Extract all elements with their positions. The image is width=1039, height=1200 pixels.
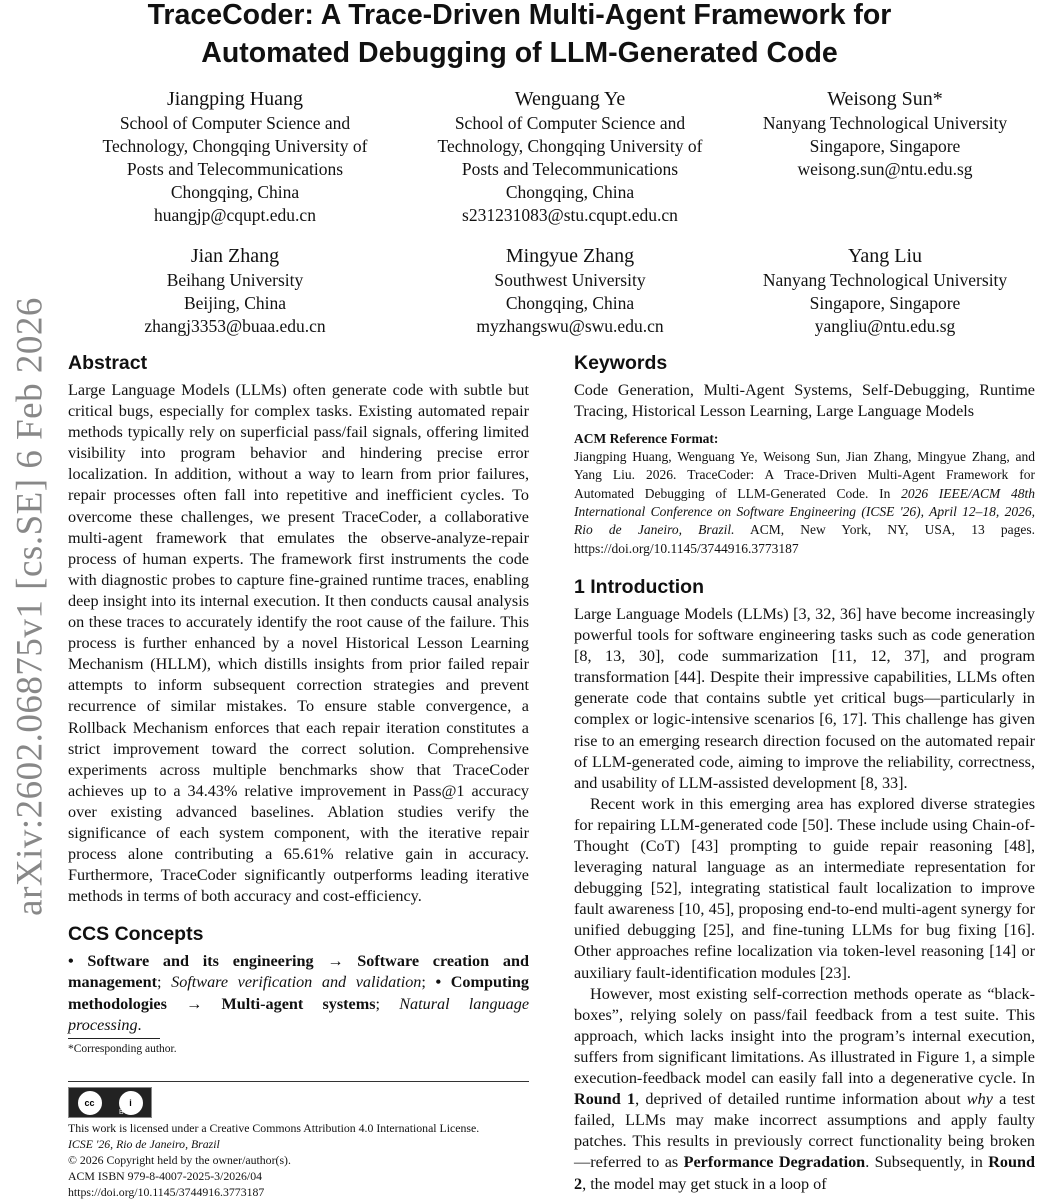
footnote: *Corresponding author. — [68, 1043, 177, 1055]
intro-paragraph — [574, 604, 1035, 794]
author-affiliation: Technology, Chongqing University of — [102, 136, 368, 156]
title-line: TraceCoder: A Trace-Driven Multi-Agent Framework for — [147, 0, 892, 31]
author-block — [410, 244, 730, 338]
text-run: , deprived of detailed runtime information about — [635, 1090, 967, 1109]
author-email: weisong.sun@ntu.edu.sg — [797, 159, 973, 179]
abstract-heading: Abstract — [68, 352, 148, 374]
keywords-heading: Keywords — [574, 352, 668, 374]
title-line: Automated Debugging of LLM-Generated Code — [201, 37, 838, 69]
attribution-icon: i — [119, 1091, 143, 1115]
author-email: yangliu@ntu.edu.sg — [814, 316, 956, 336]
text-run: Large Language Models (LLMs) [3, 32, 36] have become increasingly powerful tools for software engineering tasks such as code generation [8, 13, 30], code summarization [11, 12, 37], and program transformation [44]. Despite their impressive capabilities, LLMs often generate code that contains subtle yet critical bugs—particularly in complex or logic-intensive scenarios [6, 17]. This challenge has given rise to an emerging research direction focused on the automated repair of LLM-generated code, aiming to improve the reliability, correctness, and usability of LLM-assisted development [8, 33]. — [574, 604, 1035, 792]
author-affiliation: Technology, Chongqing University of — [437, 136, 703, 156]
author-name: Yang Liu — [847, 245, 923, 267]
introduction-heading: 1 Introduction — [574, 575, 704, 598]
venue-line: ICSE '26, Rio de Janeiro, Brazil — [68, 1137, 220, 1151]
author-email: myzhangswu@swu.edu.cn — [476, 316, 664, 336]
acm-ref-heading: ACM Reference Format: — [574, 431, 719, 447]
bold-text: Performance Degradation — [683, 1153, 866, 1172]
keywords-text: Code Generation, Multi-Agent Systems, Self-Debugging, Runtime Tracing, Historical Lesson Learning, Large Language Models — [574, 381, 1035, 421]
author-affiliation: Singapore, Singapore — [809, 136, 961, 156]
copyright-line: © 2026 Copyright held by the owner/author(s). — [68, 1153, 291, 1167]
author-block — [730, 87, 1039, 227]
license-rule — [68, 1081, 529, 1082]
text-run: ACM, New York, NY, USA, 13 pages. https://doi.org/10.1145/3744916.3773187 — [574, 522, 1036, 556]
author-block — [410, 87, 730, 227]
author-affiliation: Chongqing, China — [170, 182, 300, 202]
author-affiliation: Posts and Telecommunications — [461, 159, 679, 179]
text-run: . — [137, 1015, 142, 1034]
author-affiliation: Nanyang Technological University — [762, 270, 1008, 290]
italic-text: Software verification and validation — [171, 973, 422, 992]
author-affiliation: Posts and Telecommunications — [126, 159, 344, 179]
ccs-text — [68, 951, 529, 1035]
author-affiliation: Chongqing, China — [505, 182, 635, 202]
author-affiliation: Beijing, China — [183, 293, 287, 313]
italic-text: 2026 IEEE/ACM 48th International Conference on Software Engineering (ICSE '26), April 12–18, 2026, Rio de Janeiro, Brazil. — [574, 485, 1036, 538]
author-block — [730, 244, 1039, 338]
text-run: ; — [157, 973, 172, 992]
arxiv-identifier: arXiv:2602.06875v1 [cs.SE] 6 Feb 2026 — [9, 297, 51, 916]
text-run: a test failed, LLMs may make incorrect assumptions and apply faulty patches. This results in previously correct functionality being broken—referred to as — [574, 1090, 1035, 1172]
license-line: This work is licensed under a Creative Commons Attribution 4.0 International License. — [68, 1121, 480, 1135]
abstract-text: Large Language Models (LLMs) often generate code with subtle but critical bugs, especially for complex tasks. Existing automated repair methods typically rely on superficial pass/fail signals, offering limited visibility into program behavior and hindering precise error localization. In addition, without a way to learn from prior failures, repair processes often fall into repetitive and inefficient cycles. To overcome these challenges, we present TraceCoder, a collaborative multi-agent framework that emulates the observe-analyze-repair process of human experts. The framework first instruments the code with diagnostic probes to capture fine-grained runtime traces, enabling deep insight into its internal execution. It then conducts causal analysis on these traces to accurately identify the root cause of the failure. This process is further enhanced by a novel Historical Lesson Learning Mechanism (HLLM), which distills insights from prior failed repair attempts to inform subsequent correction strategies and prevent recurrence of similar mistakes. To ensure stable convergence, a Rollback Mechanism enforces that each repair iteration constitutes a strict improvement toward the correct solution. Comprehensive experiments across multiple benchmarks show that TraceCoder achieves up to a 34.43% relative improvement in Pass@1 accuracy over existing advanced baselines. Ablation studies verify the significance of each system component, with the iterative repair process alone contributing a 65.61% relative gain in accuracy. Furthermore, TraceCoder significantly outperforms leading iterative methods in terms of both accuracy and cost-efficiency. — [68, 381, 529, 906]
cc-icon: cc — [78, 1091, 102, 1115]
text-run: Recent work in this emerging area has explored diverse strategies for repairing LLM-generated code [50]. These include using Chain-of-Thought (CoT) [43] prompting to guide repair reasoning [48], leveraging natural language as an intermediate representation for debugging [52], integrating statistical fault localization to improve fault awareness [10, 45], proposing end-to-end multi-agent synergy for unified debugging [25], and fine-tuning LLMs for bug fixing [16]. Other approaches refine localization via token-level reasoning [14] or auxiliary fault-identification modules [23]. — [574, 794, 1035, 982]
italic-text: Natural language processing — [68, 994, 530, 1034]
text-run: ; — [375, 994, 400, 1013]
license-info — [68, 1120, 479, 1200]
cc-by-license-badge — [68, 1087, 152, 1118]
author-email: huangjp@cqupt.edu.cn — [154, 205, 316, 225]
bold-text: Round 1 — [574, 1090, 636, 1109]
author-name: Mingyue Zhang — [505, 245, 635, 267]
author-row — [60, 244, 1039, 338]
author-name: Weisong Sun* — [827, 88, 943, 110]
by-label: BY — [119, 1109, 129, 1116]
footnote-rule — [68, 1038, 160, 1039]
author-name: Jian Zhang — [190, 245, 280, 267]
author-email: s231231083@stu.cqupt.edu.cn — [462, 205, 678, 225]
ccs-heading: CCS Concepts — [68, 923, 204, 946]
text-run: However, most existing self-correction methods operate as “black-boxes”, relying solely on pass/fail feedback from a test suite. This approach, which lacks insight into the program’s internal execution, suffers from significant limitations. As illustrated in Figure 1, a simple execution-feedback model can easily fall into a degenerative cycle. In — [574, 984, 1035, 1088]
text-run: ; — [421, 973, 436, 992]
right-column — [574, 350, 1035, 1195]
intro-paragraph — [574, 984, 1035, 1195]
author-name: Wenguang Ye — [514, 88, 626, 110]
author-affiliation: Chongqing, China — [505, 293, 635, 313]
text-run: . Subsequently, in — [865, 1153, 989, 1172]
author-affiliation: School of Computer Science and — [454, 113, 686, 133]
author-affiliation: Beihang University — [166, 270, 304, 290]
text-run: Jiangping Huang, Wenguang Ye, Weisong Sun, Jian Zhang, Mingyue Zhang, and Yang Liu. 2026. TraceCoder: A Trace-Driven Multi-Agent Framework for Automated Debugging of LLM-Generated Code. In — [574, 449, 1035, 501]
author-block — [60, 87, 410, 227]
paper-title — [0, 0, 1039, 72]
text-run: , the model may get stuck in a loop of — [582, 1174, 827, 1193]
author-email: zhangj3353@buaa.edu.cn — [144, 316, 326, 336]
author-affiliation: Nanyang Technological University — [762, 113, 1008, 133]
author-affiliation: Singapore, Singapore — [809, 293, 961, 313]
isbn-line: ACM ISBN 979-8-4007-2025-3/2026/04 — [68, 1169, 262, 1183]
intro-paragraph — [574, 794, 1035, 984]
author-name: Jiangping Huang — [166, 88, 304, 110]
doi-link[interactable]: https://doi.org/10.1145/3744916.3773187 — [68, 1185, 265, 1199]
bold-text: • Software and its engineering → Software creation and management — [68, 952, 529, 992]
bold-text: • Computing methodologies → Multi-agent systems — [68, 973, 529, 1013]
italic-text: why — [966, 1090, 993, 1109]
left-column — [68, 350, 529, 1036]
author-block — [60, 244, 410, 338]
author-affiliation: School of Computer Science and — [119, 113, 351, 133]
author-affiliation: Southwest University — [494, 270, 646, 290]
bold-text: Round 2 — [574, 1153, 1035, 1193]
author-row — [60, 87, 1039, 227]
acm-ref-text — [574, 448, 1035, 558]
